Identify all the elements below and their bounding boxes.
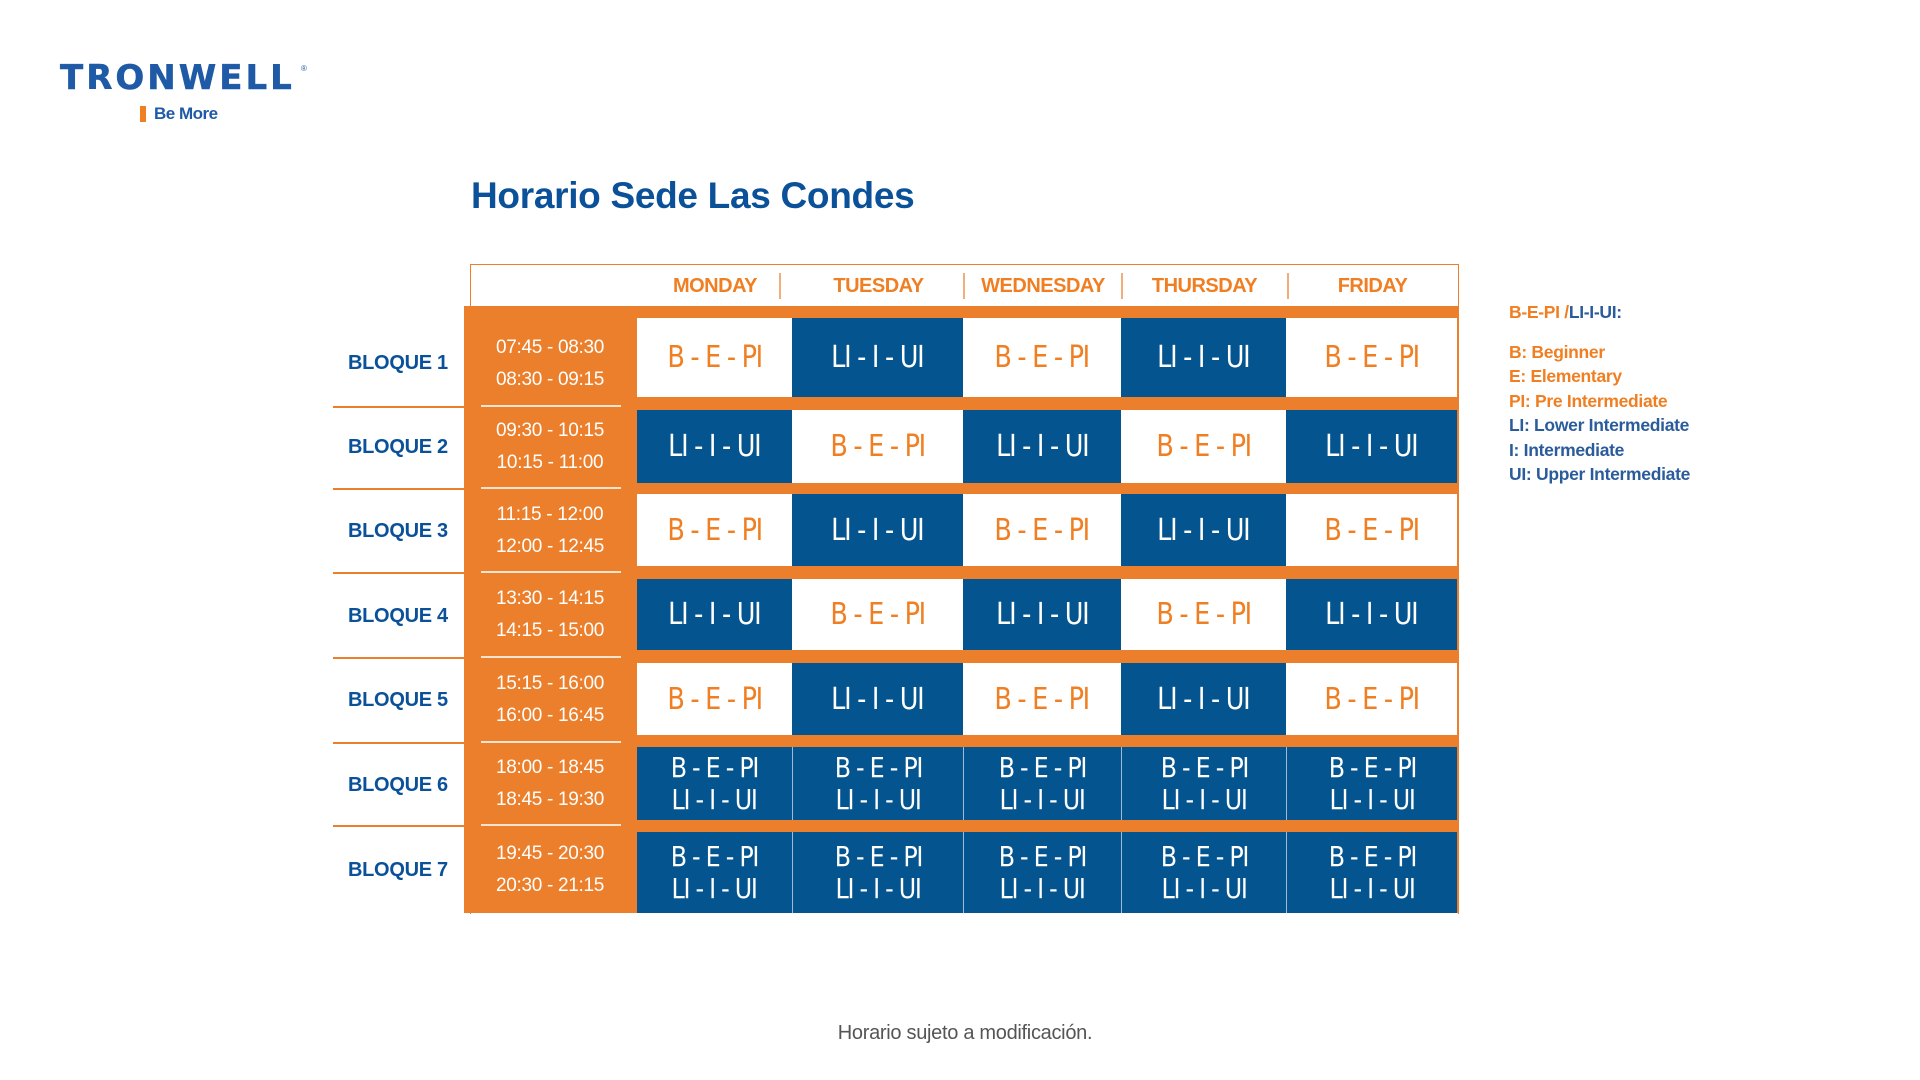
time-range-cell [464,407,636,487]
bloque-label: BLOQUE 6 [348,773,448,796]
level-group: LI - I - UI [835,871,921,905]
level-group: LI - I - UI [831,512,924,548]
schedule-cell [963,579,1121,650]
level-group: LI - I - UI [831,340,924,375]
level-group: LI - I - UI [831,681,924,717]
schedule-cell [1286,410,1457,483]
level-group: B - E - PI [1324,512,1419,548]
level-group: B - E - PI [1328,839,1416,873]
level-group: LI - I - UI [1161,871,1247,905]
time-range: 12:00 - 12:45 [495,535,605,557]
level-group: B - E - PI [834,750,922,784]
registered-mark: ® [301,64,307,73]
bloque-label: BLOQUE 2 [348,436,448,458]
schedule-cell [1286,318,1457,397]
schedule-cell [1286,832,1457,913]
schedule-cell [1121,494,1286,566]
level-group: B - E - PI [1160,750,1248,784]
level-group: LI - I - UI [668,429,761,464]
level-group: B - E - PI [998,750,1087,784]
day-header-row [471,265,1458,307]
logo-tagline [140,104,218,124]
time-range: 11:15 - 12:00 [496,503,604,525]
level-group: B - E - PI [667,681,762,717]
level-group: B - E - PI [670,750,759,784]
level-group: B - E - PI [994,681,1090,717]
schedule-cell [1286,747,1457,820]
level-group: LI - I - UI [1157,681,1250,717]
schedule-cell [637,663,792,735]
bloque-label: BLOQUE 7 [348,858,448,881]
level-group: LI - I - UI [1325,429,1418,464]
level-group: LI - I - UI [668,597,761,632]
legend-item: B: Beginner [1509,342,1605,362]
level-group: LI - I - UI [1157,340,1250,375]
time-range-cell [464,658,636,742]
header-divider [779,273,781,299]
level-group: B - E - PI [667,512,762,548]
schedule-cell [637,832,792,913]
level-group: B - E - PI [830,597,925,632]
schedule-cell [963,832,1121,913]
day-header-thursday: THURSDAY [1151,274,1258,297]
level-group: B - E - PI [1156,429,1251,464]
time-range: 15:15 - 16:00 [495,673,605,694]
time-range: 18:00 - 18:45 [495,757,605,778]
time-range: 13:30 - 14:15 [495,588,605,609]
legend-items [1509,340,1690,486]
level-group: B - E - PI [994,512,1090,548]
tronwell-logo [60,58,310,123]
time-range: 10:15 - 11:00 [496,452,604,473]
schedule-cell [1121,747,1286,820]
level-group: LI - I - UI [835,782,921,816]
level-group: LI - I - UI [1325,597,1418,632]
tagline-text: Be More [154,104,218,123]
schedule-cell [792,410,963,483]
schedule-cell [1121,579,1286,650]
level-group: LI - I - UI [1161,782,1247,816]
footer-text: Horario sujeto a modificación. [837,1022,1093,1044]
time-range: 19:45 - 20:30 [495,842,605,864]
level-group: LI - I - UI [671,782,758,816]
schedule-cell [637,494,792,566]
schedule-cell [637,410,792,483]
level-group: B - E - PI [1156,597,1251,632]
legend-item: I: Intermediate [1509,439,1625,460]
day-header-friday: FRIDAY [1337,274,1408,297]
bloque-label: BLOQUE 5 [348,689,448,711]
level-group: LI - I - UI [671,871,758,905]
level-legend [1509,302,1690,486]
level-group: B - E - PI [1160,839,1248,873]
legend-item: PI: Pre Intermediate [1509,390,1668,411]
schedule-cell [1121,318,1286,397]
bloque-label: BLOQUE 1 [348,352,448,374]
schedule-cell [792,579,963,650]
legend-heading [1509,302,1690,326]
legend-heading-intermediate: LI-I-UI: [1568,302,1622,322]
bloque-label: BLOQUE 3 [348,519,448,542]
schedule-cell [963,747,1121,820]
time-range-cell [464,743,636,825]
time-range-cell [464,321,636,406]
level-group: LI - I - UI [999,782,1086,816]
time-range: 18:45 - 19:30 [495,789,605,810]
schedule-cell [1121,663,1286,735]
level-group: LI - I - UI [995,597,1089,632]
time-range-cell [464,826,636,913]
time-range: 08:30 - 09:15 [495,368,605,390]
schedule-cell [1286,579,1457,650]
schedule-cell [792,318,963,397]
schedule-cell [963,318,1121,397]
schedule-cell [963,663,1121,735]
level-group: LI - I - UI [1157,512,1250,548]
day-header-tuesday: TUESDAY [833,274,924,297]
time-range: 09:30 - 10:15 [495,420,605,441]
schedule-cell [1121,410,1286,483]
level-group: B - E - PI [1324,681,1419,717]
legend-item: E: Elementary [1509,366,1622,387]
legend-heading-basic: B-E-PI / [1509,302,1569,322]
footer-note [0,1022,1920,1045]
logo-wordmark: TRONWELL [60,58,295,98]
tagline-bar-icon [140,106,146,122]
level-group: LI - I - UI [995,429,1089,464]
level-group: LI - I - UI [999,871,1086,905]
level-group: LI - I - UI [1329,871,1415,905]
time-range-cell [464,573,636,657]
schedule-cell [792,832,963,913]
day-header-wednesday: WEDNESDAY [981,274,1105,297]
schedule-cell [1286,663,1457,735]
schedule-cell [1121,832,1286,913]
schedule-cell [963,410,1121,483]
time-range: 14:15 - 15:00 [495,620,605,641]
time-range: 07:45 - 08:30 [495,336,605,358]
level-group: B - E - PI [1324,340,1419,375]
schedule-cell [792,663,963,735]
schedule-cell [792,747,963,820]
time-range: 20:30 - 21:15 [495,874,605,896]
time-range: 16:00 - 16:45 [495,705,605,726]
bloque-label: BLOQUE 4 [348,604,448,627]
level-group: B - E - PI [667,340,762,375]
level-group: B - E - PI [834,839,922,873]
level-group: B - E - PI [670,839,759,873]
schedule-cell [637,318,792,397]
legend-item: LI: Lower Intermediate [1509,415,1690,436]
level-group: B - E - PI [998,839,1087,873]
day-header-monday: MONDAY [672,274,758,297]
schedule-cell [963,494,1121,566]
schedule-cell [1286,494,1457,566]
time-range-cell [464,489,636,572]
schedule-cell [792,494,963,566]
level-group: B - E - PI [994,340,1090,375]
schedule-cell [637,747,792,820]
level-group: B - E - PI [830,429,925,464]
page-title: Horario Sede Las Condes [471,175,915,216]
schedule-cell [637,579,792,650]
level-group: B - E - PI [1328,750,1416,784]
legend-item: UI: Upper Intermediate [1509,463,1691,484]
level-group: LI - I - UI [1329,782,1415,816]
